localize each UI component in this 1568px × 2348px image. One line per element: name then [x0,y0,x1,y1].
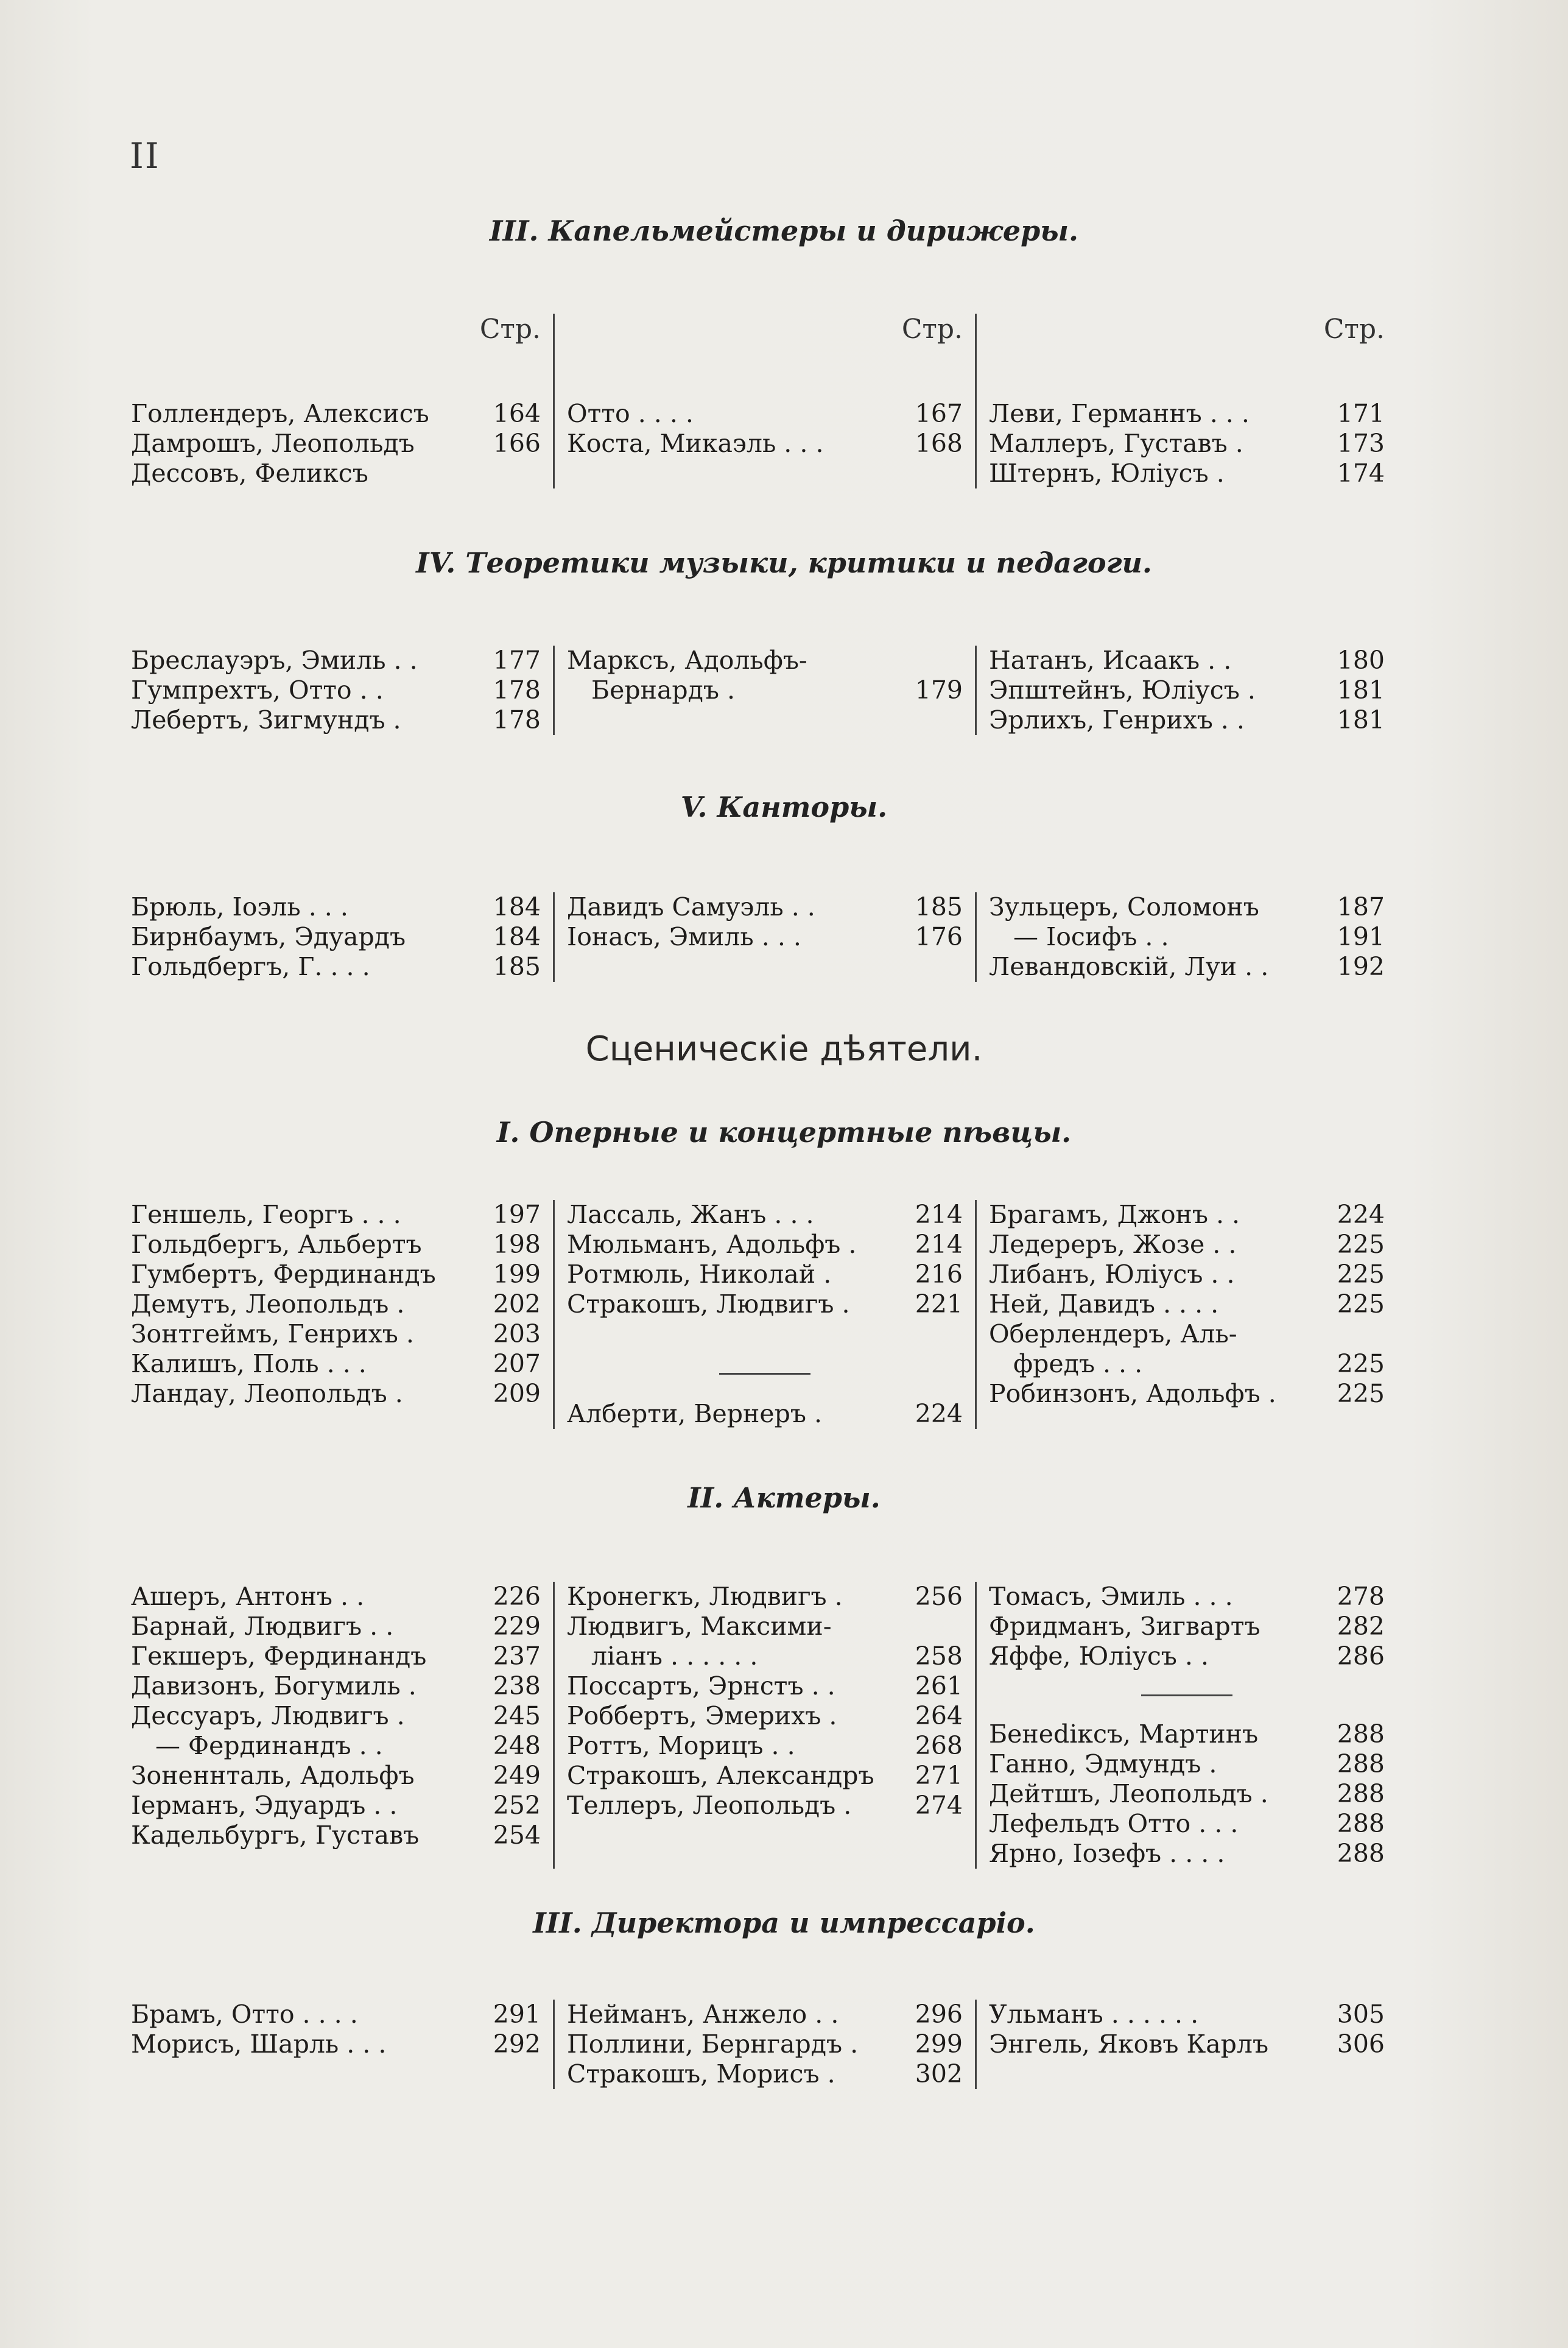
index-entry [131,1230,541,1260]
entry-page: 178 [493,705,541,735]
entry-name: Ней, Давидъ . . . . [989,1289,1219,1319]
entry-name: Зонтгеймъ, Генрихъ . [131,1319,414,1349]
entry-name: Iонасъ, Эмиль . . . [567,922,801,951]
entry-page: 164 [493,399,541,428]
entry-name: Морисъ, Шарль . . . [131,2029,387,2059]
entry-page: 168 [915,429,963,458]
entry-name: Лефельдъ Отто . . . [989,1809,1239,1838]
entry-page: 288 [1337,1839,1385,1868]
entry-page: 252 [493,1791,541,1820]
entry-name: Ашеръ, Антонъ . . [131,1582,365,1611]
entry-page [908,646,963,675]
entry-page: 245 [493,1701,541,1730]
entry-page: 185 [915,892,963,922]
index-entry [131,1200,541,1230]
page-number: II [130,135,160,177]
entry-page: 288 [1337,1749,1385,1779]
section-title-directors: III. Директора и импрессарiо. [533,1906,1035,1939]
index-entry [131,646,541,675]
index-entry [989,1719,1385,1749]
entry-name: Нейманъ, Анжело . . [567,2000,839,2029]
index-entry [989,952,1385,982]
index-column-2 [553,1582,975,1869]
entry-page: 268 [915,1731,963,1760]
entry-name: Гумпрехтъ, Отто . . [131,675,384,705]
entry-name: — Фердинандъ . . [155,1731,383,1760]
section-cantors [131,892,1397,982]
entry-page: 292 [493,2029,541,2059]
entry-page: 216 [915,1260,963,1289]
entry-name: Натанъ, Исаакъ . . [989,646,1232,675]
index-entry [567,1200,963,1230]
entry-name: лiанъ . . . . . . [591,1641,758,1671]
entry-page: 202 [493,1289,541,1319]
entry-name: Iерманъ, Эдуардъ . . [131,1791,398,1820]
section-title-singers: I. Оперные и концертные пѣвцы. [496,1116,1072,1149]
entry-name: Мюльманъ, Адольфъ . [567,1230,857,1259]
entry-page: 203 [493,1319,541,1349]
entry-name: Оберлендеръ, Аль- [989,1319,1237,1349]
index-entry [567,2000,963,2029]
index-column-3 [975,1200,1397,1429]
entry-name: Роттъ, Морицъ . . [567,1731,795,1760]
index-entry [989,892,1385,922]
separator-rule [719,1373,810,1375]
index-column-3 [975,1582,1397,1869]
index-entry [131,1612,541,1641]
index-entry [989,675,1385,705]
entry-page: 288 [1337,1779,1385,1808]
index-column-1 [131,2000,553,2089]
index-entry [989,1641,1385,1671]
entry-name: Гумбертъ, Фердинандъ [131,1260,436,1289]
entry-page: 306 [1337,2029,1385,2059]
entry-name: Дамрошъ, Леопольдъ [131,429,415,458]
index-entry [567,1260,963,1289]
entry-name: Либанъ, Юлiусъ . . [989,1260,1235,1289]
index-entry [989,1779,1385,1809]
index-entry [131,1821,541,1850]
index-column-2 [553,1200,975,1429]
entry-name: Ротмюль, Николай . [567,1260,832,1289]
entry-page: 191 [1337,922,1385,951]
entry-page: 173 [1337,429,1385,458]
entry-page: 237 [493,1641,541,1671]
entry-name: Теллеръ, Леопольдъ . [567,1791,852,1820]
entry-name: Поссартъ, Эрнстъ . . [567,1671,835,1701]
entry-page: 225 [1337,1349,1385,1378]
entry-name: Томасъ, Эмиль . . . [989,1582,1233,1611]
index-entry [567,922,963,952]
index-entry [567,1289,963,1319]
index-entry [567,1701,963,1731]
index-column-3 [975,314,1397,488]
index-entry [131,1349,541,1379]
entry-name: Голлендеръ, Алексисъ [131,399,429,428]
section-actors [131,1582,1397,1869]
entry-name: Ярно, Iозефъ . . . . [989,1839,1225,1868]
section-kapellmeisters [131,314,1397,488]
entry-name: фредъ . . . [1013,1349,1143,1378]
entry-name: Яффе, Юлiусъ . . [989,1641,1209,1671]
index-entry [989,2029,1385,2059]
index-column-2 [553,2000,975,2089]
entry-page: 185 [493,952,541,981]
index-entry [131,1289,541,1319]
entry-page: 178 [493,675,541,705]
entry-page: 254 [493,1821,541,1850]
index-entry [131,1319,541,1349]
index-entry [131,459,541,488]
entry-page: 261 [915,1671,963,1701]
index-column-3 [975,646,1397,735]
entry-page: 180 [1337,646,1385,675]
entry-name: Дессовъ, Феликсъ [131,459,368,488]
entry-name: Зульцеръ, Соломонъ [989,892,1259,922]
separator-rule [1141,1694,1232,1696]
entry-name: Стракошъ, Морисъ . [567,2059,835,2089]
entry-name: Гольдбергъ, Г. . . . [131,952,370,981]
index-entry [131,2029,541,2059]
entry-name: Фридманъ, Зигвартъ [989,1612,1260,1641]
index-entry [131,1671,541,1701]
entry-name: Стракошъ, Александръ [567,1761,874,1790]
index-entry [567,1731,963,1761]
entry-name: Маллеръ, Густавъ . [989,429,1243,458]
entry-page: 282 [1337,1612,1385,1641]
index-entry [989,1319,1385,1349]
entry-page: 181 [1337,675,1385,705]
index-entry [567,1582,963,1612]
entry-name: Роббертъ, Эмерихъ . [567,1701,837,1730]
entry-page: 225 [1337,1230,1385,1259]
entry-page: 305 [1337,2000,1385,2029]
entry-name: Ганно, Эдмундъ . [989,1749,1217,1779]
entry-name: Бреслауэръ, Эмиль . . [131,646,418,675]
index-entry [131,2000,541,2029]
entry-page: 225 [1337,1289,1385,1319]
index-entry [989,1260,1385,1289]
entry-name: Гольдбергъ, Альбертъ [131,1230,422,1259]
entry-page: 184 [493,892,541,922]
index-entry [989,1230,1385,1260]
entry-page: 225 [1337,1260,1385,1289]
index-entry [989,1839,1385,1869]
entry-name: Лебертъ, Зигмундъ . [131,705,401,735]
entry-page: 224 [915,1399,963,1428]
index-entry [567,1612,963,1641]
index-entry [131,1641,541,1671]
index-entry [131,675,541,705]
entry-name: Дессуаръ, Людвигъ . [131,1701,405,1730]
page-column-label: Стр. [901,314,963,345]
entry-page: 225 [1337,1379,1385,1408]
index-entry [989,1289,1385,1319]
entry-name: Марксъ, Адольфъ- [567,646,807,675]
index-entry [131,1791,541,1821]
index-entry [131,922,541,952]
section-title-actors: II. Актеры. [687,1481,881,1514]
entry-page: 248 [493,1731,541,1760]
index-entry [131,399,541,429]
index-column-1 [131,1200,553,1429]
entry-name: Штернъ, Юлiусъ . [989,459,1225,488]
entry-page: 288 [1337,1719,1385,1749]
entry-page: 249 [493,1761,541,1790]
entry-page: 177 [493,646,541,675]
index-entry [131,1761,541,1791]
entry-name: Брамъ, Отто . . . . [131,2000,358,2029]
section-title-cantors: V. Канторы. [680,791,888,823]
entry-page: 288 [1337,1809,1385,1838]
entry-page: 214 [915,1230,963,1259]
entry-page: 264 [915,1701,963,1730]
entry-name: Бенediксъ, Мартинъ [989,1719,1259,1749]
entry-page: 226 [493,1582,541,1611]
entry-page: 171 [1337,399,1385,428]
index-entry [567,646,963,675]
entry-page: 238 [493,1671,541,1701]
entry-name: Калишъ, Поль . . . [131,1349,367,1378]
section-theorists [131,646,1397,735]
entry-name: Ландау, Леопольдъ . [131,1379,403,1408]
index-entry [131,952,541,982]
entry-page: 179 [915,675,963,705]
entry-page: 271 [915,1761,963,1790]
entry-page: 176 [915,922,963,951]
index-column-1 [131,314,553,488]
entry-name: Кадельбургъ, Густавъ [131,1821,420,1850]
index-entry [989,399,1385,429]
index-entry [989,646,1385,675]
entry-name: Демутъ, Леопольдъ . [131,1289,405,1319]
entry-page: 174 [1337,459,1385,488]
entry-name: Барнай, Людвигъ . . [131,1612,394,1641]
entry-name: Давидъ Самуэль . . [567,892,815,922]
section-title-theorists: IV. Теоретики музыки, критики и педагоги. [416,546,1152,579]
index-entry [131,892,541,922]
entry-page: 199 [493,1260,541,1289]
entry-page: 184 [493,922,541,951]
entry-name: Стракошъ, Людвигъ . [567,1289,850,1319]
index-entry [989,1582,1385,1612]
index-entry [989,459,1385,488]
entry-page: 299 [915,2029,963,2059]
index-entry [989,922,1385,952]
index-entry [131,1582,541,1612]
index-entry [567,1399,963,1429]
index-entry [567,1230,963,1260]
index-entry [131,1260,541,1289]
entry-page: 166 [493,429,541,458]
index-entry [567,1761,963,1791]
section-title-kapellmeisters: III. Капельмейстеры и дирижеры. [489,214,1079,247]
entry-name: Ульманъ . . . . . . [989,2000,1199,2029]
entry-page: 181 [1337,705,1385,735]
entry-name: Коста, Микаэль . . . [567,429,824,458]
entry-page: 214 [915,1200,963,1229]
entry-name: Давизонъ, Богумиль . [131,1671,417,1701]
index-entry [989,705,1385,735]
index-entry [131,429,541,459]
entry-page: 192 [1337,952,1385,981]
entry-name: Брюль, Iоэль . . . [131,892,348,922]
entry-page: 224 [1337,1200,1385,1229]
entry-page: 278 [1337,1582,1385,1611]
entry-page: 291 [493,2000,541,2029]
entry-name: Энгель, Яковъ Карлъ [989,2029,1269,2059]
index-entry [567,399,963,429]
entry-name: Бернардъ . [591,675,736,705]
entry-page: 207 [493,1349,541,1378]
entry-name: Поллини, Бернгардъ . [567,2029,859,2059]
index-entry [567,2059,963,2089]
entry-name: Эрлихъ, Генрихъ . . [989,705,1245,735]
entry-name: Робинзонъ, Адольфъ . [989,1379,1276,1408]
page-column-label: Стр. [479,314,541,345]
index-column-2 [553,892,975,982]
index-column-2 [553,646,975,735]
entry-name: Брагамъ, Джонъ . . [989,1200,1240,1229]
index-column-3 [975,892,1397,982]
index-entry [131,705,541,735]
entry-name: Лассаль, Жанъ . . . [567,1200,814,1229]
entry-page: 274 [915,1791,963,1820]
part-heading-stage-figures: Сценическiе дѣятели. [585,1029,983,1069]
entry-name: Алберти, Вернеръ . [567,1399,822,1428]
index-column-1 [131,892,553,982]
entry-page: 256 [915,1582,963,1611]
index-entry [989,429,1385,459]
section-directors [131,2000,1397,2089]
entry-page: 258 [915,1641,963,1671]
index-entry [131,1701,541,1731]
entry-name: Леви, Германнъ . . . [989,399,1250,428]
entry-page: 167 [915,399,963,428]
index-entry [989,1749,1385,1779]
entry-name: Геншель, Георгъ . . . [131,1200,401,1229]
index-entry [989,1809,1385,1839]
entry-page: 286 [1337,1641,1385,1671]
entry-page [486,459,541,488]
entry-name: — Iосифъ . . [1013,922,1169,951]
index-entry [989,1612,1385,1641]
index-entry [567,1791,963,1821]
entry-name: Гекшеръ, Фердинандъ [131,1641,427,1671]
entry-name: Зоненнталь, Адольфъ [131,1761,415,1790]
entry-name: Людвигъ, Максими- [567,1612,832,1641]
index-entry [131,1379,541,1409]
index-column-1 [131,646,553,735]
index-entry [567,892,963,922]
entry-name: Дейтшъ, Леопольдъ . [989,1779,1268,1808]
entry-page: 197 [493,1200,541,1229]
section-singers [131,1200,1397,1429]
page-column-label: Стр. [1323,314,1385,345]
entry-page [908,1612,963,1641]
index-entry [989,2000,1385,2029]
index-entry [989,1349,1385,1379]
index-entry [131,1731,541,1761]
entry-name: Бирнбаумъ, Эдуардъ [131,922,406,951]
entry-page: 229 [493,1612,541,1641]
entry-page: 296 [915,2000,963,2029]
entry-name: Ледереръ, Жозе . . [989,1230,1237,1259]
entry-page: 302 [915,2059,963,2089]
entry-name: Эпштейнъ, Юлiусъ . [989,675,1256,705]
index-entry [567,675,963,705]
entry-page: 209 [493,1379,541,1408]
index-entry [989,1379,1385,1409]
entry-page: 198 [493,1230,541,1259]
entry-name: Кронегкъ, Людвигъ . [567,1582,843,1611]
entry-name: Отто . . . . [567,399,694,428]
entry-page: 187 [1337,892,1385,922]
index-column-2 [553,314,975,488]
index-entry [989,1200,1385,1230]
index-entry [567,429,963,459]
index-column-3 [975,2000,1397,2089]
index-entry [567,2029,963,2059]
entry-page [1330,1319,1385,1349]
index-entry [567,1641,963,1671]
index-entry [567,1671,963,1701]
entry-name: Левандовскiй, Луи . . [989,952,1269,981]
index-column-1 [131,1582,553,1869]
entry-page: 221 [915,1289,963,1319]
